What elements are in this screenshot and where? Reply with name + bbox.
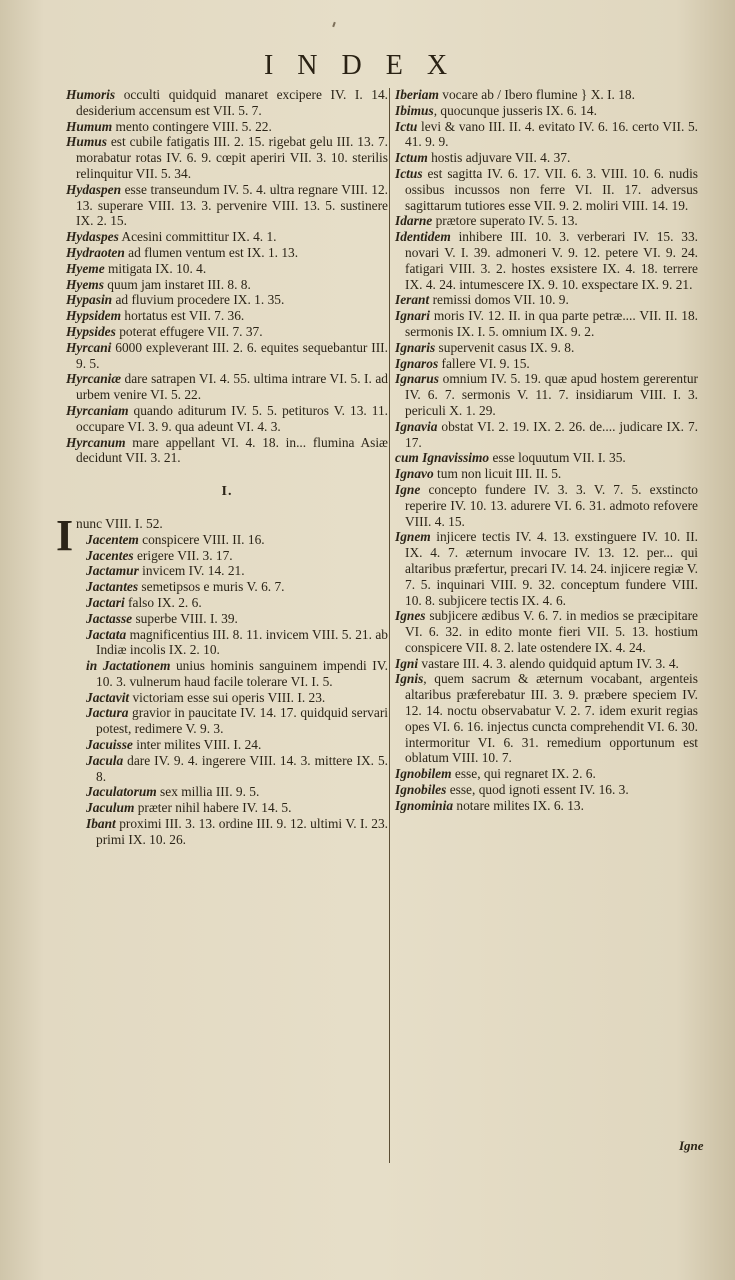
index-entry: [395, 529, 698, 608]
entry-keyword: Jacentes: [86, 547, 134, 563]
entry-keyword: Hypsides: [66, 323, 116, 339]
entry-references: concepto fundere IV. 3. 3. V. 7. 5. exstincto reperire IV. 10. 13. adurere VI. 6. 31. admoto refovere VIII. 4. 15.: [405, 481, 698, 529]
entry-keyword: Ignobilem: [395, 766, 452, 782]
entry-references: injicere tectis IV. 4. 13. exstinguere IV. 10. II. IX. 4. 7. æternum invocare IV. 13. 12. per... qui altaribus præfertur, precari IV. 14. 24. injicere regiæ V. 7. 5. inquinari VIII. 9. 32. conceptum fundere VIII. 10. 8. subjicere tectis IX. 4. 6.: [405, 529, 698, 608]
entry-references: esse loquutum VII. I. 35.: [489, 450, 626, 466]
entry-references: quando aditurum IV. 5. 5. petituros V. 13. 11. occupare VI. 3. 9. qua adeunt VI. 4. 3.: [76, 402, 388, 434]
entry-references: hortatus est VII. 7. 36.: [121, 308, 245, 324]
entry-keyword: Hyrcani: [66, 339, 112, 355]
index-entry: [66, 277, 388, 293]
entry-keyword: Hydaspen: [66, 181, 122, 197]
entry-keyword: Idarne: [395, 213, 433, 229]
entry-references: est cubile fatigatis III. 2. 15. rigebat gelu III. 13. 7. morabatur rotas IV. 6. 9. cœpit aperiri VII. 3. 10. sterilis relinquitur VII. 5. 34.: [76, 134, 388, 181]
entry-keyword: Hyrcaniam: [66, 402, 129, 418]
entry-references: prætore superato IV. 5. 13.: [432, 213, 578, 229]
entry-keyword: Ictus: [395, 165, 423, 181]
entry-keyword: Jactasse: [86, 610, 133, 626]
right-column: [395, 87, 698, 814]
entry-references: erigere VII. 3. 17.: [133, 547, 233, 563]
index-entry: [86, 627, 388, 659]
entry-keyword: Humum: [66, 118, 113, 134]
entry-references: mitigata IX. 10. 4.: [104, 260, 207, 276]
entry-keyword: Ignaris: [395, 339, 436, 355]
index-entry: [86, 658, 388, 690]
index-entry: [86, 690, 388, 706]
entries-right: [395, 87, 698, 814]
entry-keyword: Hydaspes: [66, 229, 119, 245]
index-entry: [86, 705, 388, 737]
entry-keyword: Jactura: [86, 705, 129, 721]
entry-references: mento contingere VIII. 5. 22.: [112, 118, 272, 134]
index-entry: [395, 798, 698, 814]
entry-references: dare IV. 9. 4. ingerere VIII. 14. 3. mittere IX. 5. 8.: [96, 752, 388, 784]
index-entry: [86, 737, 388, 753]
entry-references: ad fluvium procedere IX. 1. 35.: [112, 292, 285, 308]
index-entry: [395, 466, 698, 482]
entry-references: mare appellant VI. 4. 18. in... flumina Asiæ decidunt VII. 3. 21.: [76, 434, 388, 466]
index-entry: [66, 134, 388, 181]
entry-keyword: cum Ignavissimo: [395, 450, 490, 466]
entry-keyword: Hypsidem: [66, 308, 122, 324]
entry-keyword: Ignarus: [395, 371, 439, 387]
entry-references: proximi III. 3. 13. ordine III. 9. 12. ultimi V. I. 23. primi IX. 10. 26.: [96, 816, 388, 847]
entries-h: [66, 87, 388, 466]
index-entry: [395, 292, 698, 308]
entry-keyword: Humoris: [66, 87, 116, 102]
entry-keyword: Ignaros: [395, 355, 439, 371]
index-entry: [66, 435, 388, 467]
entry-keyword: Ierant: [395, 292, 430, 308]
entry-keyword: Ignavo: [395, 466, 434, 482]
entry-references: subjicere ædibus V. 6. 7. in medios se præcipitare VI. 6. 32. in edito monte fieri VII. 5. 13. hostium conspicere VII. 8. 2. late ostendere IX. 4. 24.: [405, 608, 698, 655]
index-entry: [66, 403, 388, 435]
index-entry: [86, 800, 388, 816]
entry-references: superbe VIII. I. 39.: [132, 610, 238, 626]
index-entry: [395, 150, 698, 166]
entry-keyword: Igne: [395, 481, 421, 497]
entry-keyword: Jacuisse: [86, 737, 133, 753]
index-entry: [395, 356, 698, 372]
index-entry: [66, 182, 388, 229]
entry-references: esse, quod ignoti essent IV. 16. 3.: [446, 782, 629, 798]
entry-keyword: Ibimus: [395, 102, 434, 118]
entry-keyword: Ignem: [395, 529, 431, 545]
index-entry: [395, 482, 698, 529]
entry-keyword: Jactari: [86, 594, 125, 610]
entry-references: occulti quidquid manaret excipere IV. I. 14. desiderium accensum est VII. 5. 7.: [76, 87, 388, 118]
entry-keyword: Hyems: [66, 276, 104, 292]
entry-references: quum jam instaret III. 8. 8.: [103, 276, 251, 292]
entry-keyword: Ignavia: [395, 418, 438, 434]
index-entry: [66, 245, 388, 261]
entry-references: falso IX. 2. 6.: [124, 594, 202, 610]
entry-references: fallere VI. 9. 15.: [438, 355, 530, 371]
index-entry: [395, 103, 698, 119]
entry-references: omnium IV. 5. 19. quæ apud hostem gererentur IV. 6. 7. sermonis V. 11. 7. insidiarum VIII. I. 3. periculi X. 1. 29.: [405, 371, 698, 418]
index-entry: [66, 119, 388, 135]
index-entry: [66, 292, 388, 308]
entry-keyword: Ignominia: [395, 797, 454, 813]
entry-references: poterat effugere VII. 7. 37.: [115, 323, 263, 339]
entry-keyword: Humus: [66, 134, 107, 150]
entry-references: inhibere III. 10. 3. verberari IV. 15. 33. novari V. I. 39. admoneri V. 9. 12. petere VI. 9. 24. fatigari VIII. 3. 2. hostes exsistere IX. 4. 18. terrere IX. 4. 24. intumescere IX. 9. 10. exspectare IX. 9. 21.: [405, 229, 698, 292]
entry-references: notare milites IX. 6. 13.: [453, 797, 584, 813]
entry-keyword: Jactantes: [86, 579, 139, 595]
entry-references: victoriam esse sui operis VIII. I. 23.: [129, 689, 326, 705]
index-entry: [86, 595, 388, 611]
entry-references: inter milites VIII. I. 24.: [132, 737, 262, 753]
entry-keyword: Igni: [395, 655, 419, 671]
index-entry: [86, 579, 388, 595]
index-entry: [395, 766, 698, 782]
entry-keyword: Hyeme: [66, 260, 105, 276]
entry-references: esse transeundum IV. 5. 4. ultra regnare VIII. 12. 13. superare VIII. 13. 3. pervenire VIII. 13. 5. sustinere IX. 2. 15.: [76, 181, 388, 229]
entry-references: sex millia III. 9. 5.: [156, 784, 260, 800]
entry-references: dare satrapen VI. 4. 55. ultima intrare VI. 5. I. ad urbem venire VI. 5. 22.: [76, 371, 388, 403]
entry-keyword: Jactavit: [86, 689, 130, 705]
index-entry: [395, 213, 698, 229]
index-entry: [395, 308, 698, 340]
entry-keyword: Jactamur: [86, 563, 139, 579]
catchword: Igne: [679, 1138, 704, 1153]
index-entry: [86, 563, 388, 579]
section-letter: I.: [221, 484, 233, 500]
dropcap-text: nunc VIII. I. 52.: [76, 515, 163, 531]
index-entry: [395, 371, 698, 418]
entry-references: conspicere VIII. II. 16.: [138, 531, 265, 547]
index-entry: [86, 784, 388, 800]
entry-references: hostis adjuvare VII. 4. 37.: [427, 150, 571, 166]
index-entry: [66, 308, 388, 324]
index-entry: [66, 87, 388, 119]
index-entry: [395, 87, 698, 103]
entry-keyword: Hypasin: [66, 292, 113, 308]
entry-references: remissi domos VII. 10. 9.: [429, 292, 569, 308]
entry-references: Acesini committitur IX. 4. 1.: [118, 229, 277, 245]
entry-keyword: Jacentem: [86, 531, 139, 547]
entry-keyword: Ictu: [395, 118, 418, 134]
entries-i: [66, 532, 388, 848]
entry-keyword: Jactata: [86, 626, 127, 642]
entry-keyword: Ignari: [395, 308, 430, 324]
index-entry: [395, 450, 698, 466]
index-entry: [66, 371, 388, 403]
dropcap: I: [56, 510, 74, 560]
entry-keyword: Hyrcaniæ: [66, 371, 122, 387]
index-entry: [66, 261, 388, 277]
entry-references: , quocunque jusseris IX. 6. 14.: [433, 102, 597, 118]
index-entry: [395, 782, 698, 798]
entry-references: invicem IV. 14. 21.: [138, 563, 245, 579]
entry-references: vastare III. 4. 3. alendo quidquid aptum IV. 3. 4.: [418, 655, 679, 671]
page-mark: [332, 22, 336, 27]
index-entry: [395, 340, 698, 356]
index-entry: [66, 324, 388, 340]
index-entry: [86, 753, 388, 785]
column-rule: [389, 88, 390, 1163]
index-entry: [86, 548, 388, 564]
entry-keyword: Iberiam: [395, 87, 439, 102]
entry-references: tum non licuit III. II. 5.: [433, 466, 562, 482]
entry-keyword: in Jactationem: [86, 658, 171, 674]
entry-references: magnificentius III. 8. 11. invicem VIII. 5. 21. ab Indiæ incolis IX. 2. 10.: [96, 626, 388, 658]
index-entry: [395, 419, 698, 451]
entry-references: unius hominis sanguinem impendi IV. 10. 3. vulnerum haud facile tolerare VI. I. 5.: [96, 658, 388, 689]
entry-references: gravior in paucitate IV. 14. 17. quidquid servari potest, redimere V. 9. 3.: [96, 705, 388, 737]
entry-keyword: Ictum: [395, 150, 428, 166]
entry-references: præter nihil habere IV. 14. 5.: [134, 800, 292, 816]
entry-references: , quem sacrum & æternum vocabant, argenteis altaribus præferebatur III. 3. 9. præbere speciem IV. 12. 14. noctu observabatur V. 2. 7. idem exurit regias opes VI. 6. 16. injectus cuncta comprehendit VI. 6. 30. intermoritur VI. 6. 31. remedium opportunum est oblatum VIII. 10. 7.: [405, 671, 698, 766]
entry-references: obstat VI. 2. 19. IX. 2. 26. de.... judicare IX. 7. 17.: [405, 418, 698, 450]
entry-references: levi & vano III. II. 4. evitato IV. 6. 16. certo VII. 5. 41. 9. 9.: [405, 118, 698, 150]
entry-references: vocare ab / Ibero flumine } X. I. 18.: [438, 87, 635, 102]
entry-references: moris IV. 12. II. in qua parte petræ.... VII. II. 18. sermonis IX. I. 5. omnium IX. 9. 2.: [405, 308, 698, 339]
entry-keyword: Hyrcanum: [66, 434, 126, 450]
entry-keyword: Ignes: [395, 608, 426, 624]
page-header: INDEX: [263, 50, 472, 81]
entry-keyword: Jaculum: [86, 800, 135, 816]
entry-references: supervenit casus IX. 9. 8.: [435, 339, 575, 355]
entry-references: 6000 expleverant III. 2. 6. equites sequebantur III. 9. 5.: [76, 339, 388, 371]
index-entry: [395, 229, 698, 292]
entry-references: ad flumen ventum est IX. 1. 13.: [124, 244, 299, 260]
entry-references: est sagitta IV. 6. 17. VII. 6. 3. VIII. 10. 6. nudis ossibus incussos non ferre VI. II. 17. adversus sagittarum tutiores esse VII. 9. 2. moliri VIII. 14. 19.: [405, 165, 698, 213]
entry-keyword: Identidem: [395, 229, 451, 245]
entry-references: semetipsos e muris V. 6. 7.: [138, 579, 285, 595]
index-entry: [395, 119, 698, 151]
index-entry: [395, 671, 698, 766]
index-entry: [86, 611, 388, 627]
entry-keyword: Jaculatorum: [86, 784, 157, 800]
index-entry: [395, 608, 698, 655]
index-entry: [395, 656, 698, 672]
left-column: [56, 87, 388, 848]
index-entry: [66, 229, 388, 245]
index-entry: [395, 166, 698, 213]
entry-keyword: Ignobiles: [395, 782, 447, 798]
entry-keyword: Jacula: [86, 752, 124, 768]
index-entry: [86, 816, 388, 848]
entry-keyword: Ibant: [86, 816, 116, 832]
index-entry: [86, 532, 388, 548]
entry-references: esse, qui regnaret IX. 2. 6.: [451, 766, 596, 782]
index-entry: [66, 340, 388, 372]
entry-keyword: Hydraoten: [66, 244, 125, 260]
entry-keyword: Ignis: [395, 671, 424, 687]
